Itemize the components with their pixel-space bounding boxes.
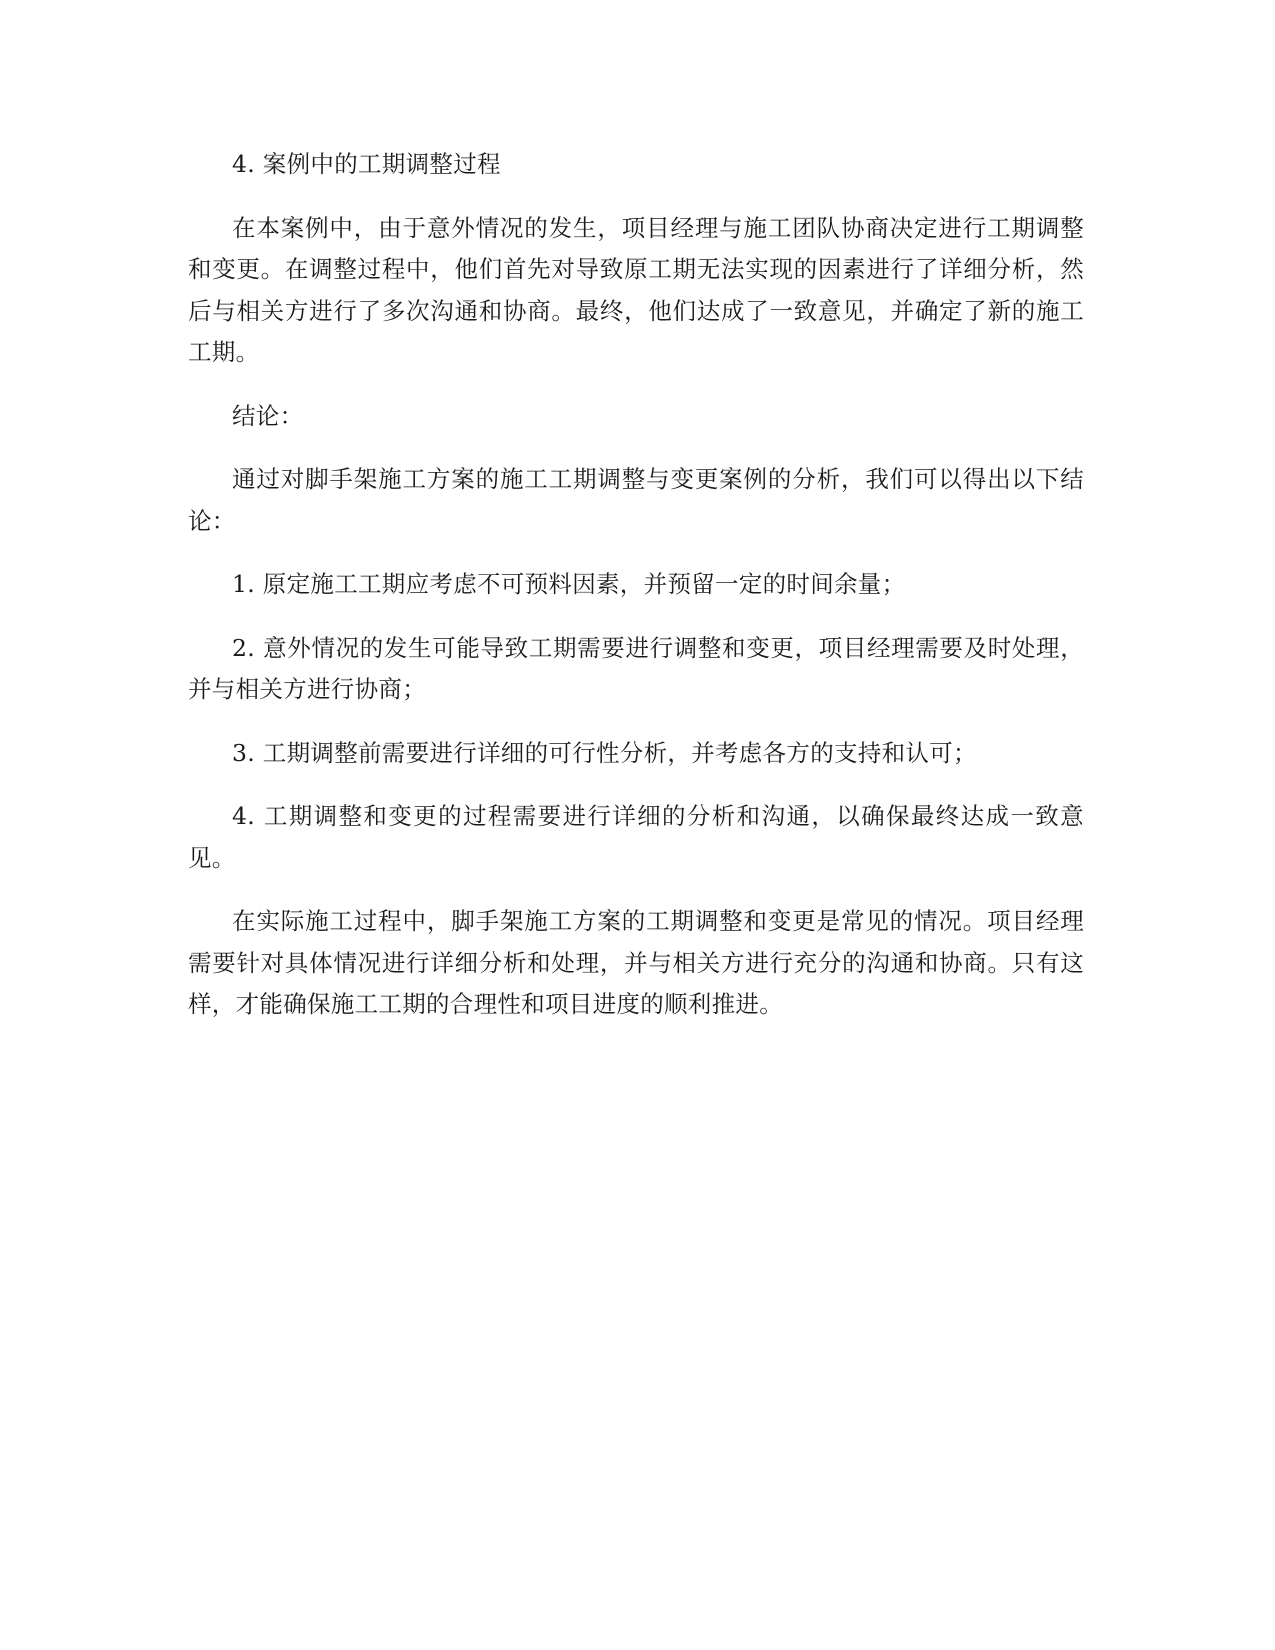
conclusion-item-4: 4. 工期调整和变更的过程需要进行详细的分析和沟通，以确保最终达成一致意见。 <box>188 802 1084 872</box>
conclusion-intro: 通过对脚手架施工方案的施工工期调整与变更案例的分析，我们可以得出以下结论： <box>188 465 1084 535</box>
closing-paragraph: 在实际施工过程中，脚手架施工方案的工期调整和变更是常见的情况。项目经理需要针对具体情况进行详细分析和处理，并与相关方进行充分的沟通和协商。只有这样，才能确保施工工期的合理性和项目进度的顺利推进。 <box>188 907 1084 1018</box>
conclusion-item-1: 1. 原定施工工期应考虑不可预料因素，并预留一定的时间余量； <box>232 570 906 598</box>
case-paragraph: 在本案例中，由于意外情况的发生，项目经理与施工团队协商决定进行工期调整和变更。在调整过程中，他们首先对导致原工期无法实现的因素进行了详细分析，然后与相关方进行了多次沟通和协商。最终，他们达成了一致意见，并确定了新的施工工期。 <box>188 213 1084 366</box>
conclusion-label: 结论： <box>232 401 304 430</box>
conclusion-item-3: 3. 工期调整前需要进行详细的可行性分析，并考虑各方的支持和认可； <box>232 738 977 767</box>
section-heading: 4. 案例中的工期调整过程 <box>232 150 501 178</box>
document-page <box>188 144 1084 1048</box>
conclusion-item-2: 2. 意外情况的发生可能导致工期需要进行调整和变更，项目经理需要及时处理，并与相关方进行协商； <box>188 633 1084 703</box>
